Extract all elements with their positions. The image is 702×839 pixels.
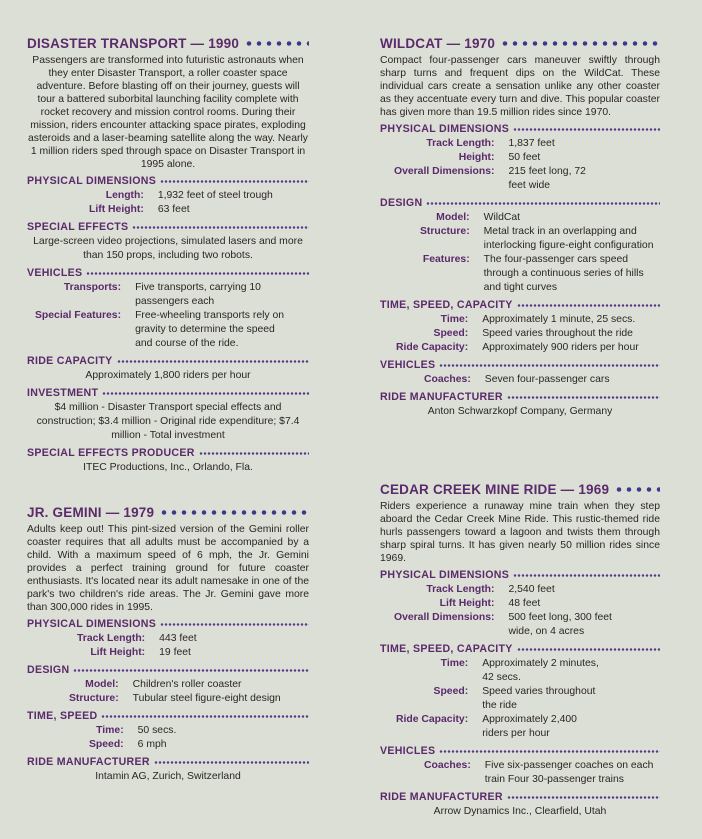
- section-title: WILDCAT — 1970: [380, 36, 660, 51]
- time-speed-capacity-table: Time: Approximately 1 minute, 25 secs. Speed: Speed varies throughout the ride Ride Capacity: Approximately 900 riders per hour: [396, 314, 639, 353]
- effects-producer-text: ITEC Productions, Inc., Orlando, Fla.: [83, 462, 253, 473]
- section-title: CEDAR CREEK MINE RIDE — 1969: [380, 482, 660, 497]
- physical-dimensions-table: Length: 1,932 feet of steel trough Lift Height: 63 feet: [89, 190, 273, 215]
- physical-dimensions-table: Track Length: 1,837 feet Height: 50 feet Overall Dimensions: 215 feet long, 72 feet wide: [394, 138, 586, 191]
- vehicles-table: Coaches: Five six-passenger coaches on each train Four 30-passenger trains: [424, 760, 654, 785]
- ride-manufacturer-heading: RIDE MANUFACTURER: [380, 791, 660, 803]
- physical-dimensions-heading: PHYSICAL DIMENSIONS: [27, 175, 309, 187]
- vehicles-heading: VEHICLES: [380, 745, 660, 757]
- special-effects-text: Large-screen video projections, simulated lasers and more than 150 props, including two robots.: [33, 236, 303, 261]
- time-speed-capacity-heading: TIME, SPEED, CAPACITY: [380, 643, 660, 655]
- physical-dimensions-table: Track Length: 443 feet Lift Height: 19 feet: [77, 633, 197, 658]
- title-dot-leader: [614, 486, 660, 493]
- section-intro: Passengers are transformed into futuristic astronauts when they enter Disaster Transport, a roller coaster space adventure. Before blasting off on their journey, guests will tour a battered suborbital launching facility complete with rocket recovery and mission control rooms. During their mission, riders encounter attacking space pirates, exploding asteroids and a laser-beaming satellite along the way. Nearly 1 million riders sped through space on Disaster Transport in 1995 alone.: [28, 55, 308, 170]
- title-dot-leader: [500, 40, 660, 47]
- section-title: JR. GEMINI — 1979: [27, 505, 309, 520]
- investment-text: $4 million - Disaster Transport special effects and construction; $3.4 million - Original ride expenditure; $7.4 million - Total investment: [36, 402, 300, 441]
- section-intro: Adults keep out! This pint-sized version of the Gemini roller coaster requires that all adults must be accompanied by a child. With a maximum speed of 6 mph, the Jr. Gemini provides a perfect training ground for future coaster enthusiasts. It's located near its adult namesake in one of the park's two children's ride areas. The Jr. Gemini gave more than 300,000 rides in 1995.: [27, 524, 309, 613]
- vehicles-heading: VEHICLES: [380, 359, 660, 371]
- design-table: Model: Children's roller coaster Structure: Tubular steel figure-eight design: [69, 679, 281, 704]
- ride-capacity-heading: RIDE CAPACITY: [27, 355, 309, 367]
- cedar-creek-section: [380, 482, 660, 819]
- ride-manufacturer-heading: RIDE MANUFACTURER: [380, 391, 660, 403]
- design-heading: DESIGN: [27, 664, 309, 676]
- jr-gemini-section: [27, 505, 309, 784]
- ride-capacity-text: Approximately 1,800 riders per hour: [85, 370, 251, 381]
- disaster-transport-section: [27, 36, 309, 475]
- design-heading: DESIGN: [380, 197, 660, 209]
- title-dot-leader: [159, 509, 309, 516]
- title-dot-leader: [244, 40, 309, 47]
- time-speed-capacity-heading: TIME, SPEED, CAPACITY: [380, 299, 660, 311]
- time-speed-capacity-table: Time: Approximately 2 minutes, 42 secs. Speed: Speed varies throughout the ride Ride Capacity: Approximately 2,400 riders per hour: [396, 658, 599, 739]
- vehicles-table: Transports: Five transports, carrying 10 passengers each Special Features: Free-wheeling transports rely on gravity to determine the speed and course of the ride.: [35, 282, 285, 349]
- special-effects-heading: SPECIAL EFFECTS: [27, 221, 309, 233]
- wildcat-section: [380, 36, 660, 419]
- physical-dimensions-table: Track Length: 2,540 feet Lift Height: 48 feet Overall Dimensions: 500 feet long, 300 feet wide, on 4 acres: [394, 584, 612, 637]
- physical-dimensions-heading: PHYSICAL DIMENSIONS: [380, 569, 660, 581]
- ride-manufacturer-text: Arrow Dynamics Inc., Clearfield, Utah: [433, 806, 607, 817]
- investment-heading: INVESTMENT: [27, 387, 309, 399]
- time-speed-heading: TIME, SPEED: [27, 710, 309, 722]
- ride-manufacturer-text: Anton Schwarzkopf Company, Germany: [427, 406, 613, 417]
- vehicles-table: Coaches: Seven four-passenger cars: [424, 374, 610, 385]
- time-speed-table: Time: 50 secs. Speed: 6 mph: [89, 725, 177, 750]
- section-title: DISASTER TRANSPORT — 1990: [27, 36, 309, 51]
- physical-dimensions-heading: PHYSICAL DIMENSIONS: [27, 618, 309, 630]
- section-intro: Riders experience a runaway mine train when they step aboard the Cedar Creek Mine Ride. This rustic-themed ride hurls passengers toward a lagoon and twists them through sharp spiral turns. It has given nearly 50 million rides since 1969.: [380, 501, 660, 564]
- ride-manufacturer-heading: RIDE MANUFACTURER: [27, 756, 309, 768]
- ride-manufacturer-text: Intamin AG, Zurich, Switzerland: [95, 771, 241, 782]
- section-intro: Compact four-passenger cars maneuver swiftly through sharp turns and frequent dips on the WildCat. These individual cars create a sensation unlike any other coaster as they accentuate every turn and dive. This popular coaster has given more than 19.5 million rides since 1970.: [380, 55, 660, 118]
- vehicles-heading: VEHICLES: [27, 267, 309, 279]
- physical-dimensions-heading: PHYSICAL DIMENSIONS: [380, 123, 660, 135]
- design-table: Model: WildCat Structure: Metal track in an overlapping and interlocking figure-eight configuration Features: The four-passenger cars speed through a continuous series of hills and tight curves: [420, 212, 654, 293]
- effects-producer-heading: SPECIAL EFFECTS PRODUCER: [27, 447, 309, 459]
